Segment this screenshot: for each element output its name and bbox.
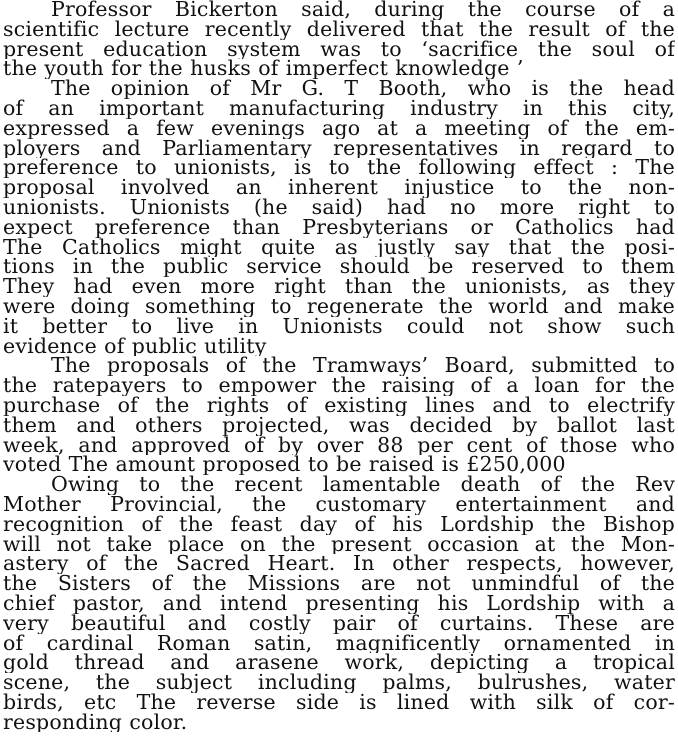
text-line: very beautiful and costly pair of curtains. These are	[3, 613, 675, 634]
text-line: tions in the public service should be reserved to them	[3, 257, 675, 278]
text-line: recognition of the feast day of his Lordship the Bishop	[3, 514, 675, 535]
text-line: expect preference than Presbyterians or Catholics had	[3, 217, 675, 238]
text-line: the ratepayers to empower the raising of a loan for the	[3, 376, 675, 396]
paragraph-mother-provincial	[3, 475, 675, 732]
text-line: present education system was to ‘sacrifice the soul of	[3, 39, 675, 60]
text-line: chief pastor, and intend presenting his Lordship with a	[3, 593, 675, 614]
text-line: scene, the subject including palms, bulrushes, water	[3, 673, 675, 693]
text-line: will not take place on the present occasion at the Mon-	[3, 534, 675, 555]
text-line: were doing something to regenerate the world and make	[3, 296, 675, 317]
paragraph-booth	[3, 79, 675, 356]
text-line: The Catholics might quite as justly say that the posi-	[3, 237, 675, 258]
text-line: week, and approved of by over 88 per cent of those who	[3, 435, 675, 456]
text-line: purchase of the rights of existing lines and to electrify	[3, 395, 675, 416]
text-line: Mother Provincial, the customary entertainment and	[3, 494, 675, 515]
text-line: The proposals of the Tramways’ Board, submitted to	[51, 356, 675, 377]
text-line: of an important manufacturing industry in this city,	[3, 98, 675, 119]
paragraph-bickerton	[3, 0, 675, 79]
text-line: unionists. Unionists (he said) had no more right to	[3, 197, 675, 218]
text-line: They had even more right than the unionists, as they	[3, 277, 675, 297]
text-line: ployers and Parliamentary representatives in regard to	[3, 138, 675, 159]
text-line: proposal involved an inherent injustice to the non-	[3, 178, 675, 198]
text-line: responding color.	[3, 712, 188, 733]
text-line: gold thread and arasene work, depicting a tropical	[3, 653, 675, 674]
text-line: expressed a few evenings ago at a meeting of the em-	[3, 118, 675, 139]
text-line: astery of the Sacred Heart. In other respects, however,	[3, 554, 675, 575]
text-line: The opinion of Mr G. T Booth, who is the head	[51, 79, 675, 99]
text-line: scientific lecture recently delivered that the result of the	[3, 19, 675, 40]
news-article	[3, 0, 675, 732]
text-line: the Sisters of the Missions are not unmindful of the	[3, 574, 675, 594]
text-line: Professor Bickerton said, during the course of a	[51, 0, 675, 20]
text-line: them and others projected, was decided by ballot last	[3, 415, 675, 436]
text-line: evidence of public utility	[3, 336, 267, 357]
text-line: voted The amount proposed to be raised is £250,000	[3, 455, 566, 476]
text-line: of cardinal Roman satin, magnificently ornamented in	[3, 633, 675, 654]
paragraph-tramways	[3, 356, 675, 475]
text-line: preference to unionists, is to the following effect : The	[3, 158, 675, 179]
text-line: Owing to the recent lamentable death of the Rev	[51, 475, 675, 495]
text-line: it better to live in Unionists could not show such	[3, 316, 675, 337]
text-line: the youth for the husks of imperfect knowledge ’	[3, 59, 524, 80]
text-line: birds, etc The reverse side is lined with silk of cor-	[3, 692, 675, 713]
